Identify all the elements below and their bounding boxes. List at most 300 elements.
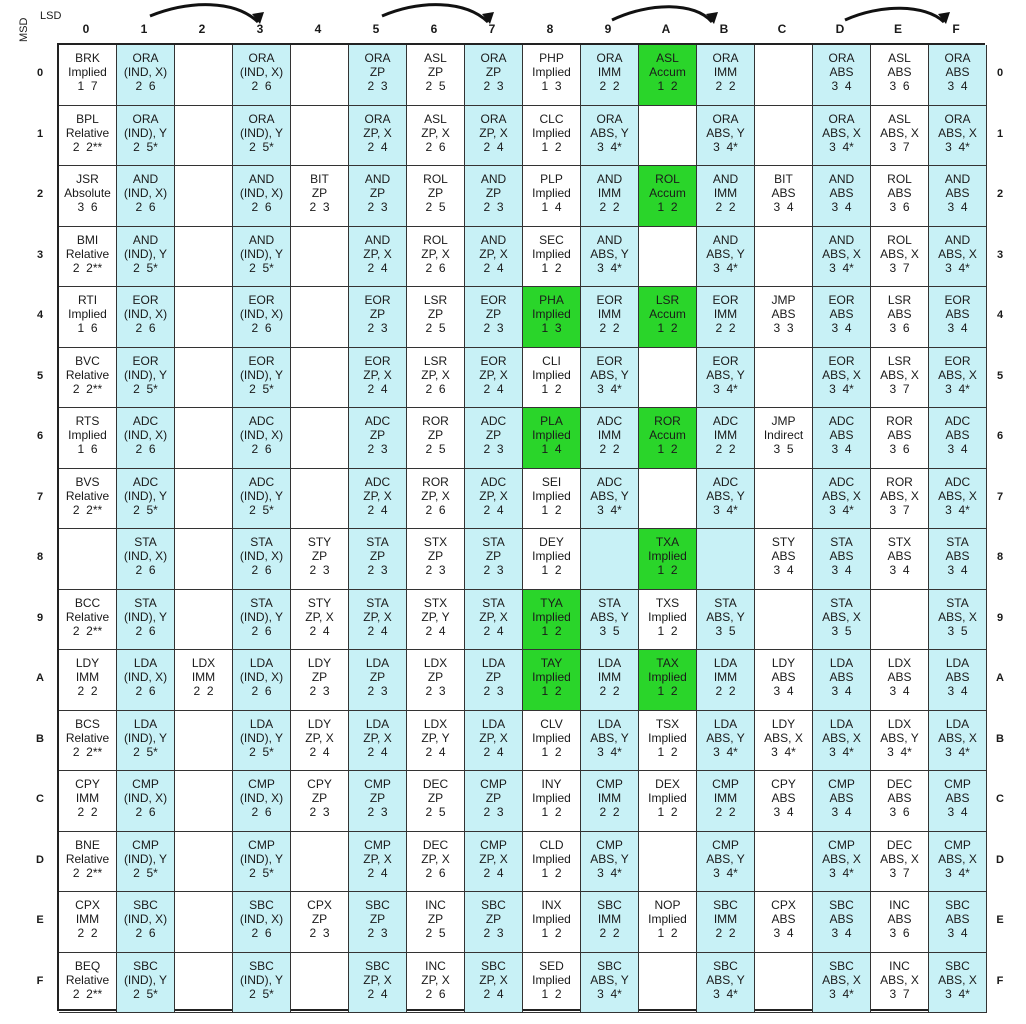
opcode-cell-b-6 (407, 711, 465, 772)
bytes-cycles: 3 6 (889, 200, 910, 214)
opcode-cell-a-2 (175, 650, 233, 711)
addressing-mode: ZP (485, 307, 502, 321)
addressing-mode: (IND), Y (239, 609, 284, 624)
arrow-5-to-7-icon (382, 5, 488, 22)
addressing-mode: Implied (532, 125, 571, 140)
mnemonic: DEC (422, 777, 449, 791)
addressing-mode: Accum (649, 307, 686, 321)
bytes-cycles: 2 5* (133, 381, 158, 396)
bytes-cycles: 2 6 (425, 139, 446, 154)
mnemonic: CMP (248, 837, 275, 852)
opcode-cell-a-9 (581, 650, 639, 711)
addressing-mode: ABS, Y (706, 972, 745, 987)
mnemonic: LDA (133, 716, 158, 731)
opcode-cell-6-a (639, 408, 697, 469)
mnemonic: CMP (944, 777, 971, 791)
opcode-cell-f-6 (407, 953, 465, 1014)
mnemonic: AND (828, 232, 855, 247)
addressing-mode: Relative (65, 367, 110, 382)
mnemonic: SED (539, 958, 564, 973)
mnemonic: CMP (944, 837, 971, 852)
addressing-mode: (IND, X) (123, 186, 168, 200)
column-header-4: 4 (314, 22, 322, 36)
bytes-cycles: 3 4 (831, 442, 852, 456)
mnemonic: ORA (480, 111, 507, 126)
opcode-cell-d-d (813, 832, 871, 893)
mnemonic: CPY (75, 777, 100, 791)
mnemonic: ORA (248, 111, 275, 126)
addressing-mode: ZP, Y (421, 609, 450, 624)
column-header-0: 0 (82, 22, 90, 36)
bytes-cycles: 3 4 (947, 684, 968, 698)
addressing-mode: (IND), Y (123, 367, 168, 382)
mnemonic: EOR (132, 293, 159, 307)
opcode-cell-5-a (639, 348, 697, 409)
addressing-mode: ZP (485, 670, 502, 684)
addressing-mode: ZP, X (363, 246, 392, 261)
row-header-e: E (36, 914, 44, 926)
bytes-cycles: 2 4 (483, 623, 504, 638)
opcode-cell-d-f (929, 832, 987, 893)
mnemonic: STA (250, 595, 273, 610)
addressing-mode: ABS (945, 428, 970, 442)
opcode-cell-7-f (929, 469, 987, 530)
mnemonic: PLA (540, 414, 563, 428)
bytes-cycles: 2 5* (133, 260, 158, 275)
opcode-cell-6-8 (523, 408, 581, 469)
bytes-cycles: 2 5 (425, 321, 446, 335)
mnemonic: CPY (771, 777, 796, 791)
addressing-mode: Implied (68, 428, 107, 442)
addressing-mode: ABS, X (938, 367, 977, 382)
mnemonic: STA (366, 595, 389, 610)
addressing-mode: ABS (829, 65, 854, 79)
mnemonic: NOP (654, 898, 681, 912)
opcode-cell-b-d (813, 711, 871, 772)
opcode-cell-b-2 (175, 711, 233, 772)
bytes-cycles: 2 5* (249, 986, 274, 1001)
mnemonic: ADC (132, 414, 159, 428)
addressing-mode: ABS, X (938, 851, 977, 866)
mnemonic: AND (480, 172, 507, 186)
bytes-cycles: 2 2 (599, 926, 620, 940)
mnemonic: ORA (364, 51, 391, 65)
mnemonic: JSR (76, 172, 99, 186)
opcode-cell-2-a (639, 166, 697, 227)
opcode-cell-4-f (929, 287, 987, 348)
opcode-grid (57, 43, 985, 1011)
mnemonic: INC (889, 898, 910, 912)
opcode-cell-7-b (697, 469, 755, 530)
opcode-cell-e-f (929, 892, 987, 953)
mnemonic: LDA (481, 716, 506, 731)
mnemonic: ORA (596, 51, 623, 65)
addressing-mode: Implied (532, 488, 571, 503)
addressing-mode: (IND, X) (123, 670, 168, 684)
bytes-cycles: 1 3 (541, 79, 562, 93)
addressing-mode: Implied (532, 670, 571, 684)
bytes-cycles: 1 2 (541, 684, 562, 698)
addressing-mode: (IND), Y (239, 125, 284, 140)
opcode-cell-b-3 (233, 711, 291, 772)
addressing-mode: ZP (311, 549, 328, 563)
bytes-cycles: 2 3 (483, 321, 504, 335)
opcode-cell-7-9 (581, 469, 639, 530)
addressing-mode: ABS, Y (880, 730, 919, 745)
addressing-mode: ABS, Y (706, 609, 745, 624)
opcode-cell-4-4 (291, 287, 349, 348)
addressing-mode: ZP, X (479, 972, 508, 987)
mnemonic: ADC (828, 414, 855, 428)
bytes-cycles: 2 5* (249, 260, 274, 275)
bytes-cycles: 3 4 (947, 442, 968, 456)
bytes-cycles: 2 6 (251, 805, 272, 819)
addressing-mode: Implied (532, 367, 571, 382)
addressing-mode: ZP (427, 670, 444, 684)
opcode-cell-f-5 (349, 953, 407, 1014)
opcode-cell-9-d (813, 590, 871, 651)
mnemonic: DEY (539, 535, 564, 549)
addressing-mode: ZP (311, 791, 328, 805)
opcode-cell-6-e (871, 408, 929, 469)
opcode-cell-8-1 (117, 529, 175, 590)
mnemonic: AND (828, 172, 855, 186)
addressing-mode: ABS, X (764, 730, 803, 745)
opcode-cell-2-c (755, 166, 813, 227)
bytes-cycles: 1 7 (77, 79, 98, 93)
opcode-cell-e-c (755, 892, 813, 953)
opcode-cell-1-0 (59, 106, 117, 167)
addressing-mode: Relative (65, 851, 110, 866)
bytes-cycles: 3 5 (831, 623, 852, 638)
opcode-cell-7-a (639, 469, 697, 530)
opcode-cell-7-5 (349, 469, 407, 530)
mnemonic: CMP (712, 837, 739, 852)
row-header-right-2: 2 (996, 188, 1004, 200)
mnemonic: EOR (248, 293, 275, 307)
bytes-cycles: 2 6 (135, 321, 156, 335)
opcode-cell-e-8 (523, 892, 581, 953)
opcode-cell-b-9 (581, 711, 639, 772)
mnemonic: ORA (248, 51, 275, 65)
mnemonic: STA (366, 535, 389, 549)
addressing-mode: ABS, X (822, 972, 861, 987)
mnemonic: LDA (249, 656, 274, 670)
bytes-cycles: 1 2 (657, 200, 678, 214)
mnemonic: ROR (886, 414, 913, 428)
opcode-cell-7-8 (523, 469, 581, 530)
opcode-cell-8-3 (233, 529, 291, 590)
opcode-cell-1-a (639, 106, 697, 167)
opcode-cell-d-0 (59, 832, 117, 893)
opcode-cell-8-2 (175, 529, 233, 590)
opcode-cell-b-8 (523, 711, 581, 772)
opcode-cell-c-d (813, 771, 871, 832)
addressing-mode: ABS, X (938, 125, 977, 140)
addressing-mode: ZP, X (479, 367, 508, 382)
addressing-mode: Relative (65, 246, 110, 261)
addressing-mode: Implied (532, 791, 571, 805)
opcode-cell-f-2 (175, 953, 233, 1014)
bytes-cycles: 2 2** (72, 744, 103, 759)
addressing-mode: ZP (485, 428, 502, 442)
bytes-cycles: 1 2 (541, 986, 562, 1001)
bytes-cycles: 2 3 (483, 926, 504, 940)
bytes-cycles: 2 3 (309, 926, 330, 940)
addressing-mode: Relative (65, 730, 110, 745)
opcode-cell-2-9 (581, 166, 639, 227)
bytes-cycles: 2 2 (599, 321, 620, 335)
opcode-cell-4-8 (523, 287, 581, 348)
mnemonic: DEC (422, 837, 449, 852)
opcode-cell-6-6 (407, 408, 465, 469)
addressing-mode: ABS (887, 912, 912, 926)
opcode-cell-0-1 (117, 45, 175, 106)
mnemonic: SBC (133, 898, 158, 912)
bytes-cycles: 1 2 (541, 502, 562, 517)
bytes-cycles: 2 5* (133, 986, 158, 1001)
mnemonic: STA (482, 535, 505, 549)
opcode-cell-3-e (871, 227, 929, 288)
addressing-mode: ABS (771, 912, 796, 926)
mnemonic: SBC (365, 958, 390, 973)
addressing-mode: ABS, X (822, 730, 861, 745)
addressing-mode: IMM (713, 912, 738, 926)
mnemonic: LSR (423, 353, 448, 368)
bytes-cycles: 2 2** (72, 865, 103, 880)
opcode-cell-a-8 (523, 650, 581, 711)
opcode-cell-1-8 (523, 106, 581, 167)
opcode-cell-6-f (929, 408, 987, 469)
bytes-cycles: 3 4* (829, 744, 854, 759)
addressing-mode: ABS (829, 428, 854, 442)
addressing-mode: ABS (829, 186, 854, 200)
bytes-cycles: 3 4* (829, 986, 854, 1001)
mnemonic: CLC (539, 111, 564, 126)
bytes-cycles: 1 2 (657, 744, 678, 759)
opcode-cell-2-2 (175, 166, 233, 227)
opcode-cell-f-4 (291, 953, 349, 1014)
bytes-cycles: 2 6 (251, 79, 272, 93)
bytes-cycles: 2 6 (425, 502, 446, 517)
bytes-cycles: 3 4* (829, 139, 854, 154)
bytes-cycles: 1 4 (541, 442, 562, 456)
bytes-cycles: 1 2 (657, 79, 678, 93)
addressing-mode: ABS (771, 307, 796, 321)
opcode-cell-0-c (755, 45, 813, 106)
addressing-mode: (IND, X) (123, 912, 168, 926)
opcode-cell-2-8 (523, 166, 581, 227)
mnemonic: LDY (75, 656, 100, 670)
opcode-cell-f-e (871, 953, 929, 1014)
addressing-mode: (IND), Y (239, 730, 284, 745)
opcode-cell-a-6 (407, 650, 465, 711)
bytes-cycles: 2 2** (72, 139, 103, 154)
mnemonic: AND (132, 232, 159, 247)
column-header-5: 5 (372, 22, 380, 36)
column-header-f: F (952, 22, 960, 36)
opcode-cell-2-0 (59, 166, 117, 227)
bytes-cycles: 3 4* (597, 381, 622, 396)
addressing-mode: (IND, X) (239, 549, 284, 563)
opcode-cell-4-6 (407, 287, 465, 348)
bytes-cycles: 2 3 (367, 684, 388, 698)
opcode-cell-9-2 (175, 590, 233, 651)
mnemonic: LDA (365, 656, 390, 670)
opcode-cell-7-1 (117, 469, 175, 530)
opcode-cell-0-e (871, 45, 929, 106)
mnemonic: STA (946, 535, 969, 549)
mnemonic: ORA (596, 111, 623, 126)
opcode-cell-a-7 (465, 650, 523, 711)
opcode-cell-9-3 (233, 590, 291, 651)
bytes-cycles: 2 3 (367, 805, 388, 819)
addressing-mode: ABS, Y (590, 972, 629, 987)
addressing-mode: ZP (485, 549, 502, 563)
column-header-d: D (835, 22, 845, 36)
addressing-mode: ABS (887, 549, 912, 563)
addressing-mode: ZP, X (421, 367, 450, 382)
opcode-cell-f-a (639, 953, 697, 1014)
row-header-right-8: 8 (996, 551, 1004, 563)
bytes-cycles: 3 6 (889, 926, 910, 940)
bytes-cycles: 2 3 (367, 563, 388, 577)
column-header-7: 7 (488, 22, 496, 36)
addressing-mode: ABS, X (880, 125, 919, 140)
opcode-cell-e-e (871, 892, 929, 953)
bytes-cycles: 2 6 (251, 321, 272, 335)
mnemonic: BEQ (74, 958, 101, 973)
addressing-mode: ABS (945, 65, 970, 79)
mnemonic: ORA (944, 111, 971, 126)
opcode-cell-1-3 (233, 106, 291, 167)
mnemonic: CMP (596, 837, 623, 852)
opcode-cell-b-f (929, 711, 987, 772)
bytes-cycles: 3 4 (831, 200, 852, 214)
bytes-cycles: 2 4 (425, 744, 446, 759)
addressing-mode: ABS (945, 791, 970, 805)
addressing-mode: Absolute (64, 186, 111, 200)
mnemonic: AND (944, 172, 971, 186)
bytes-cycles: 2 3 (483, 79, 504, 93)
column-header-9: 9 (604, 22, 612, 36)
addressing-mode: ZP (427, 307, 444, 321)
opcode-cell-5-e (871, 348, 929, 409)
addressing-mode: IMM (713, 791, 738, 805)
bytes-cycles: 3 4 (773, 684, 794, 698)
mnemonic: LSR (655, 293, 680, 307)
bytes-cycles: 3 4 (831, 684, 852, 698)
mnemonic: AND (596, 232, 623, 247)
addressing-mode: (IND, X) (239, 670, 284, 684)
mnemonic: ORA (712, 111, 739, 126)
opcode-cell-3-3 (233, 227, 291, 288)
opcode-cell-f-c (755, 953, 813, 1014)
addressing-mode: IMM (597, 307, 622, 321)
mnemonic: INC (425, 898, 446, 912)
mnemonic: BMI (76, 232, 99, 247)
mnemonic: STX (423, 595, 448, 610)
row-header-right-e: E (996, 914, 1004, 926)
mnemonic: ORA (828, 111, 855, 126)
opcode-cell-6-d (813, 408, 871, 469)
bytes-cycles: 3 4 (831, 563, 852, 577)
opcode-cell-0-a (639, 45, 697, 106)
bytes-cycles: 2 2 (715, 442, 736, 456)
bytes-cycles: 2 3 (483, 563, 504, 577)
arrow-1-to-3-icon (150, 5, 258, 22)
addressing-mode: ZP (311, 912, 328, 926)
addressing-mode: Relative (65, 488, 110, 503)
addressing-mode: ZP, X (363, 367, 392, 382)
bytes-cycles: 2 3 (367, 321, 388, 335)
opcode-cell-e-d (813, 892, 871, 953)
bytes-cycles: 3 4* (713, 502, 738, 517)
mnemonic: LSR (887, 353, 912, 368)
bytes-cycles: 3 4* (945, 502, 970, 517)
opcode-cell-d-4 (291, 832, 349, 893)
addressing-mode: ABS (945, 912, 970, 926)
opcode-cell-0-d (813, 45, 871, 106)
addressing-mode: ZP, X (421, 246, 450, 261)
addressing-mode: ABS (829, 912, 854, 926)
opcode-cell-8-5 (349, 529, 407, 590)
opcode-cell-6-c (755, 408, 813, 469)
opcode-cell-3-a (639, 227, 697, 288)
addressing-mode: IMM (713, 186, 738, 200)
bytes-cycles: 1 2 (541, 865, 562, 880)
bytes-cycles: 3 4* (945, 260, 970, 275)
addressing-mode: IMM (713, 307, 738, 321)
opcode-cell-e-1 (117, 892, 175, 953)
bytes-cycles: 1 2 (541, 805, 562, 819)
opcode-cell-b-0 (59, 711, 117, 772)
msd-label: MSD (18, 17, 30, 42)
mnemonic: LDA (829, 656, 854, 670)
bytes-cycles: 1 2 (541, 260, 562, 275)
addressing-mode: ZP, X (421, 488, 450, 503)
mnemonic: ROR (886, 474, 913, 489)
opcode-cell-f-d (813, 953, 871, 1014)
mnemonic: LDA (597, 716, 622, 731)
addressing-mode: ZP (369, 791, 386, 805)
addressing-mode: ABS, X (880, 367, 919, 382)
mnemonic: SBC (481, 898, 506, 912)
opcode-cell-4-9 (581, 287, 639, 348)
opcode-cell-8-f (929, 529, 987, 590)
bytes-cycles: 2 3 (367, 200, 388, 214)
bytes-cycles: 2 6 (135, 563, 156, 577)
opcode-cell-c-3 (233, 771, 291, 832)
bytes-cycles: 2 2 (715, 200, 736, 214)
bytes-cycles: 2 6 (425, 260, 446, 275)
opcode-cell-3-1 (117, 227, 175, 288)
addressing-mode: (IND, X) (123, 791, 168, 805)
addressing-mode: IMM (597, 912, 622, 926)
addressing-mode: ABS, X (822, 609, 861, 624)
bytes-cycles: 2 4 (367, 502, 388, 517)
addressing-mode: ABS, X (822, 851, 861, 866)
opcode-cell-6-b (697, 408, 755, 469)
bytes-cycles: 3 4* (597, 865, 622, 880)
mnemonic: BRK (75, 51, 100, 65)
bytes-cycles: 3 4* (829, 381, 854, 396)
row-header-right-9: 9 (996, 611, 1004, 624)
opcode-cell-9-a (639, 590, 697, 651)
addressing-mode: ABS, Y (706, 125, 745, 140)
mnemonic: ASL (656, 51, 679, 65)
addressing-mode: IMM (75, 912, 100, 926)
